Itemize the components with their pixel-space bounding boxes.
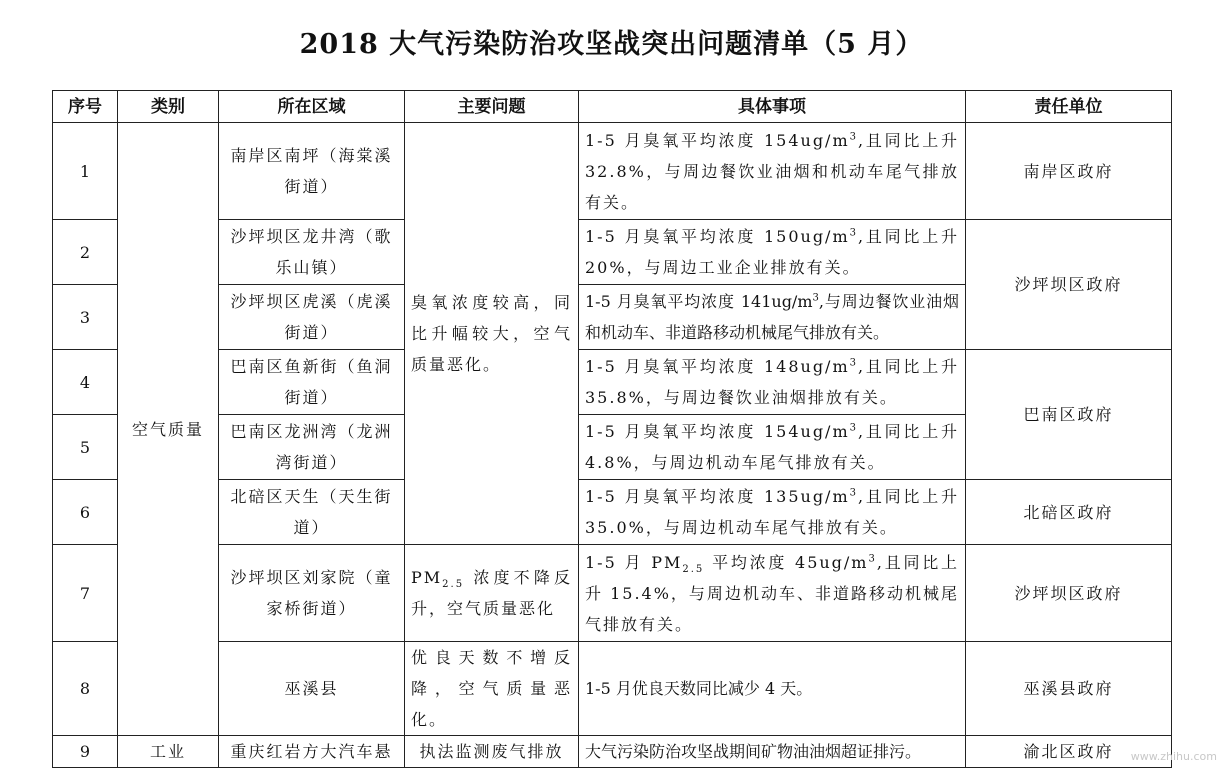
- problem-cell: 臭氧浓度较高，同比升幅较大，空气质量恶化。: [405, 123, 579, 545]
- problem-cell: 优良天数不增反降，空气质量恶化。: [405, 642, 579, 736]
- row-no: 5: [53, 415, 118, 480]
- header-no: 序号: [53, 91, 118, 123]
- unit-cell: 北碚区政府: [966, 480, 1172, 545]
- table-row: [53, 545, 1172, 642]
- table-row: [53, 350, 1172, 415]
- table-row: [53, 480, 1172, 545]
- header-unit: 责任单位: [966, 91, 1172, 123]
- table-row: [53, 736, 1172, 768]
- row-no: 6: [53, 480, 118, 545]
- table-row: [53, 220, 1172, 285]
- watermark: www.zhihu.com: [1130, 750, 1217, 763]
- category-cell: 工业: [118, 736, 219, 768]
- detail-cell: 1-5 月臭氧平均浓度 $148ug/m^3$,且同比上升 35.8%，与周边餐饮业油烟排放有关。: [579, 350, 966, 415]
- row-no: 9: [53, 736, 118, 768]
- page-title: 2018 大气污染防治攻坚战突出问题清单（5 月）: [299, 29, 924, 60]
- table-row: [53, 642, 1172, 736]
- detail-cell: 大气污染防治攻坚战期间矿物油油烟超证排污。: [579, 736, 966, 768]
- detail-cell: 1-5 月臭氧平均浓度 $154ug/m^3$,且同比上升 32.8%，与周边餐饮业油烟和机动车尾气排放有关。: [579, 123, 966, 220]
- area-cell: 巴南区鱼新街（鱼洞街道）: [219, 350, 405, 415]
- unit-cell: 沙坪坝区政府: [966, 545, 1172, 642]
- detail-cell: 1-5 月优良天数同比减少 4 天。: [579, 642, 966, 736]
- area-cell: 重庆红岩方大汽车悬: [219, 736, 405, 768]
- row-no: 1: [53, 123, 118, 220]
- area-cell: 巴南区龙洲湾（龙洲湾街道）: [219, 415, 405, 480]
- area-cell: 南岸区南坪（海棠溪街道）: [219, 123, 405, 220]
- detail-cell: 1-5 月臭氧平均浓度 $135ug/m^3$,且同比上升 35.0%，与周边机动车尾气排放有关。: [579, 480, 966, 545]
- category-cell: 空气质量: [118, 123, 219, 736]
- header-area: 所在区域: [219, 91, 405, 123]
- detail-cell: 1-5 月臭氧平均浓度 $141ug/m^3$,与周边餐饮业油烟和机动车、非道路移动机械尾气排放有关。: [579, 285, 966, 350]
- row-no: 3: [53, 285, 118, 350]
- row-no: 7: [53, 545, 118, 642]
- row-no: 2: [53, 220, 118, 285]
- unit-cell: 渝北区政府: [966, 736, 1172, 768]
- detail-cell: 1-5 月臭氧平均浓度 $150ug/m^3$,且同比上升 20%，与周边工业企业排放有关。: [579, 220, 966, 285]
- row-no: 8: [53, 642, 118, 736]
- area-cell: 沙坪坝区刘家院（童家桥街道）: [219, 545, 405, 642]
- header-problem: 主要问题: [405, 91, 579, 123]
- unit-cell: 巴南区政府: [966, 350, 1172, 480]
- row-no: 4: [53, 350, 118, 415]
- detail-cell: 1-5 月 $PM_{2.5}$ 平均浓度 $45ug/m^3$,且同比上升 15.4%，与周边机动车、非道路移动机械尾气排放有关。: [579, 545, 966, 642]
- detail-cell: 1-5 月臭氧平均浓度 $154ug/m^3$,且同比上升 4.8%，与周边机动车尾气排放有关。: [579, 415, 966, 480]
- area-cell: 沙坪坝区龙井湾（歌乐山镇）: [219, 220, 405, 285]
- area-cell: 沙坪坝区虎溪（虎溪街道）: [219, 285, 405, 350]
- unit-cell: 巫溪县政府: [966, 642, 1172, 736]
- problem-cell: 执法监测废气排放: [405, 736, 579, 768]
- area-cell: 北碚区天生（天生街道）: [219, 480, 405, 545]
- header-detail: 具体事项: [579, 91, 966, 123]
- problem-cell: $PM_{2.5}$ 浓度不降反升，空气质量恶化: [405, 545, 579, 642]
- table-header-row: [53, 91, 1172, 123]
- table-row: [53, 123, 1172, 220]
- problem-list-table: [52, 90, 1172, 768]
- header-category: 类别: [118, 91, 219, 123]
- unit-cell: 沙坪坝区政府: [966, 220, 1172, 350]
- unit-cell: 南岸区政府: [966, 123, 1172, 220]
- area-cell: 巫溪县: [219, 642, 405, 736]
